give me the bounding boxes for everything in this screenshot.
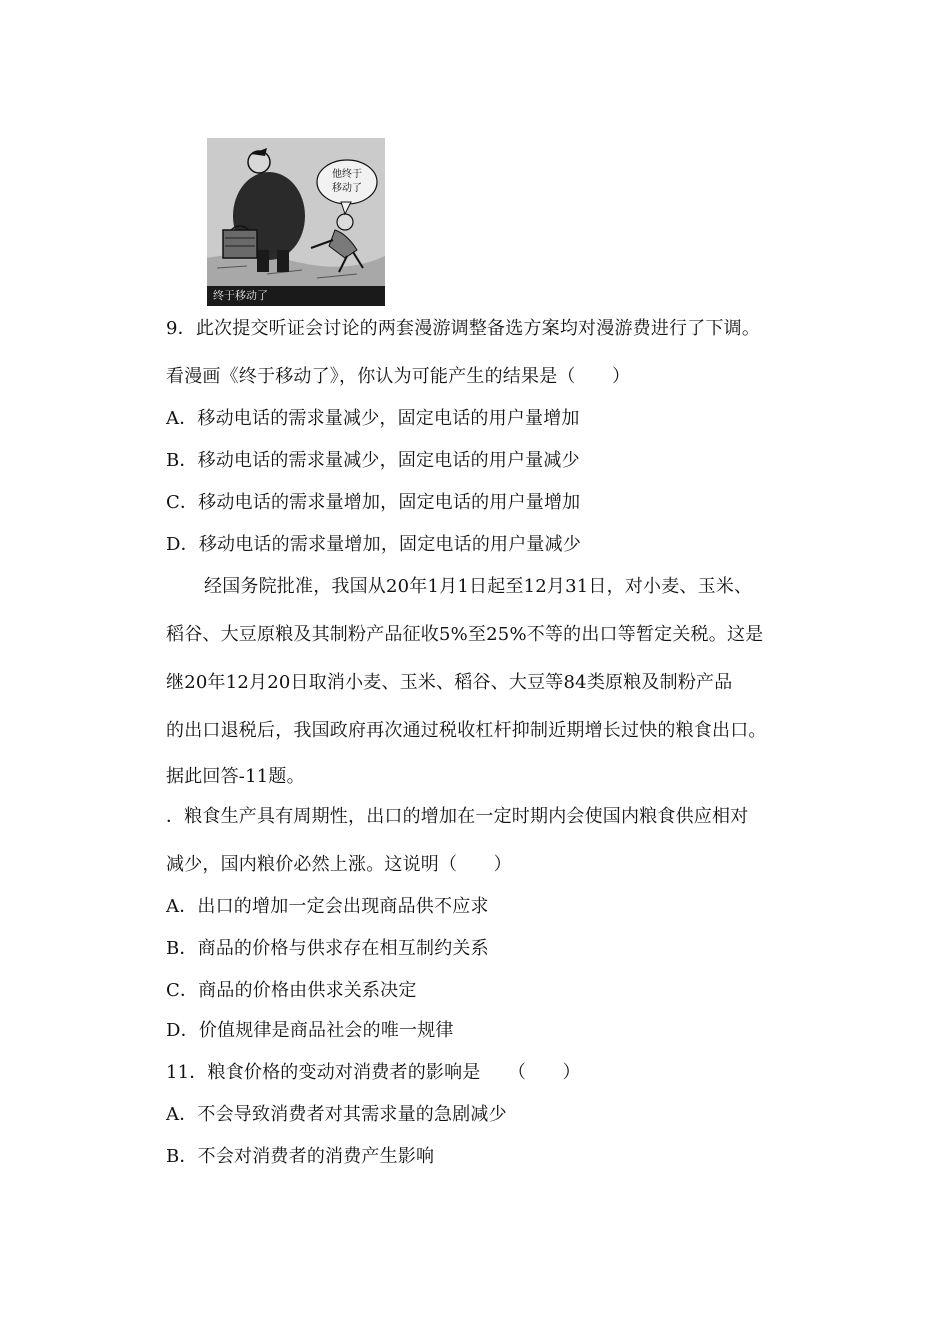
cartoon-caption: 终于移动了 [207, 286, 385, 306]
q9-stem-line-2: 看漫画《终于移动了》，你认为可能产生的结果是（ ） [166, 366, 631, 387]
q9-stem-line-1: 9．此次提交听证会讨论的两套漫游调整备选方案均对漫游费进行了下调。 [166, 318, 761, 339]
q11-option-a: A．不会导致消费者对其需求量的急剧减少 [166, 1104, 507, 1125]
speech-bubble-line-2: 移动了 [332, 183, 362, 194]
q9-option-c: C．移动电话的需求量增加，固定电话的用户量增加 [166, 492, 581, 513]
speech-bubble-text [323, 168, 371, 196]
passage-line-5: 据此回答-11题。 [166, 766, 305, 787]
q9-option-b: B．移动电话的需求量减少，固定电话的用户量减少 [166, 450, 580, 471]
q10-option-a: A．出口的增加一定会出现商品供不应求 [166, 896, 489, 917]
q10-option-b: B．商品的价格与供求存在相互制约关系 [166, 938, 489, 959]
passage-line-3: 继20年12月20日取消小麦、玉米、稻谷、大豆等84类原粮及制粉产品 [166, 672, 733, 693]
q11-stem: 11．粮食价格的变动对消费者的影响是 （ ） [166, 1062, 581, 1083]
q9-option-a: A．移动电话的需求量减少，固定电话的用户量增加 [166, 408, 580, 429]
q10-option-d: D．价值规律是商品社会的唯一规律 [166, 1020, 454, 1041]
passage-line-1: 经国务院批准，我国从20年1月1日起至12月31日，对小麦、玉米、 [204, 576, 753, 597]
q10-option-c: C．商品的价格由供求关系决定 [166, 980, 417, 1001]
q10-stem-line-1: ．粮食生产具有周期性，出口的增加在一定时期内会使国内粮食供应相对 [166, 806, 749, 827]
passage-line-4: 的出口退税后，我国政府再次通过税收杠杆抑制近期增长过快的粮食出口。 [166, 720, 767, 741]
q9-option-d: D．移动电话的需求量增加，固定电话的用户量减少 [166, 534, 582, 555]
cartoon-drawing [207, 138, 385, 306]
speech-bubble-line-1: 他终于 [332, 169, 362, 180]
q11-option-b: B．不会对消费者的消费产生影响 [166, 1146, 435, 1167]
cartoon-image [207, 138, 385, 306]
q10-stem-line-2: 减少，国内粮价必然上涨。这说明（ ） [166, 854, 512, 875]
passage-line-2: 稻谷、大豆原粮及其制粉产品征收5%至25%不等的出口等暂定关税。这是 [166, 624, 764, 645]
